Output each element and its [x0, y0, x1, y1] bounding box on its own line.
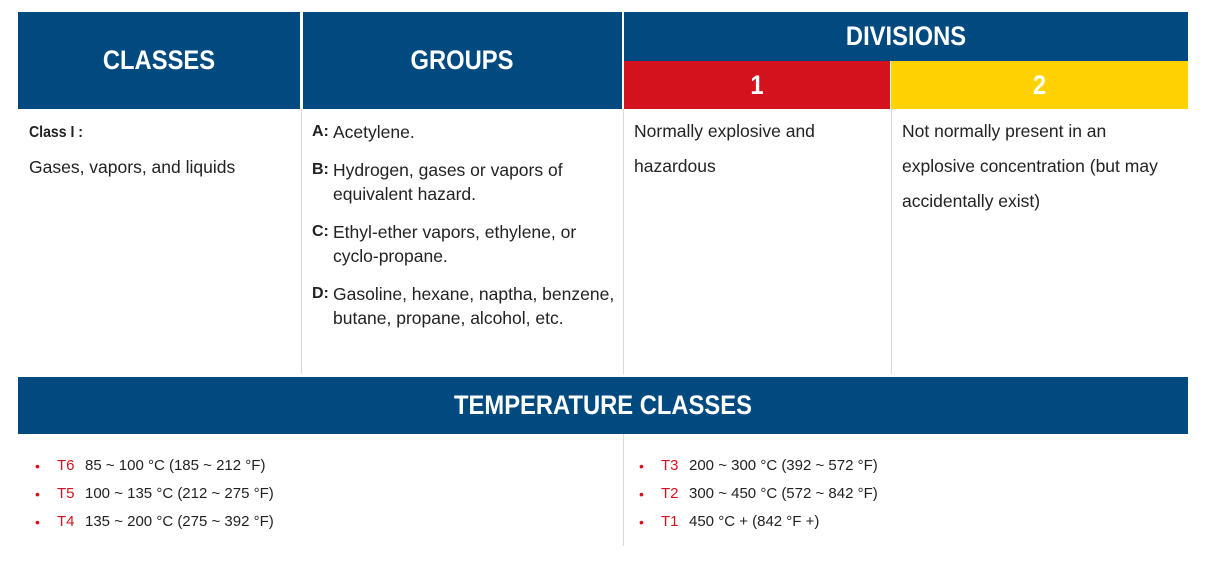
temp-code: T1: [661, 513, 679, 530]
temp-range: 300 ~ 450 °C (572 ~ 842 °F): [689, 485, 878, 502]
column-divider: [301, 109, 302, 374]
temp-range: 85 ~ 100 °C (185 ~ 212 °F): [85, 457, 266, 474]
class-label: Class I :: [29, 124, 83, 141]
temp-code: T6: [57, 457, 75, 474]
temperature-header-label: TEMPERATURE CLASSES: [454, 390, 752, 420]
temperature-list-left: [35, 452, 274, 536]
division-1-label: 1: [750, 69, 764, 100]
group-key: C:: [312, 223, 329, 240]
group-key: B:: [312, 161, 329, 178]
divisions-header-label: DIVISIONS: [845, 21, 967, 51]
bullet-icon: •: [639, 458, 644, 474]
group-text: Gasoline, hexane, naptha, benzene, butane, propane, alcohol, etc.: [333, 284, 615, 328]
group-key: D:: [312, 285, 329, 302]
group-text: Hydrogen, gases or vapors of equivalent hazard.: [333, 160, 563, 204]
temp-range: 100 ~ 135 °C (212 ~ 275 °F): [85, 485, 274, 502]
column-divider: [891, 109, 892, 374]
temperature-item: [35, 508, 274, 536]
temperature-item: [35, 480, 274, 508]
temp-code: T2: [661, 485, 679, 502]
temperature-divider: [623, 434, 624, 546]
bullet-icon: •: [639, 514, 644, 530]
temperature-list-right: [639, 452, 878, 536]
temp-code: T3: [661, 457, 679, 474]
groups-header-label: GROUPS: [410, 45, 514, 75]
group-text: Acetylene.: [333, 122, 415, 142]
temp-range: 450 °C + (842 °F +): [689, 513, 820, 530]
temperature-item: [639, 480, 878, 508]
bullet-icon: •: [35, 458, 40, 474]
groups-cell: [312, 120, 617, 344]
group-row-b: [312, 158, 617, 206]
temperature-item: [639, 452, 878, 480]
bullet-icon: •: [35, 486, 40, 502]
classes-cell: [29, 114, 294, 185]
temperature-item: [35, 452, 274, 480]
temp-range: 135 ~ 200 °C (275 ~ 392 °F): [85, 513, 274, 530]
classes-header-label: CLASSES: [102, 45, 216, 75]
group-row-c: [312, 220, 617, 268]
group-row-a: [312, 120, 617, 144]
bullet-icon: •: [35, 514, 40, 530]
column-divider: [623, 109, 624, 374]
temp-code: T4: [57, 513, 75, 530]
group-text: Ethyl-ether vapors, ethylene, or cyclo-propane.: [333, 222, 577, 266]
division-2-label: 2: [1032, 69, 1047, 100]
temp-code: T5: [57, 485, 75, 502]
division-2-text: Not normally present in an explosive concentration (but may accidentally exist): [902, 121, 1158, 211]
class-description: Gases, vapors, and liquids: [29, 157, 236, 177]
temperature-item: [639, 508, 878, 536]
division-1-text: Normally explosive and hazardous: [634, 121, 815, 176]
bullet-icon: •: [639, 486, 644, 502]
temp-range: 200 ~ 300 °C (392 ~ 572 °F): [689, 457, 878, 474]
group-key: A:: [312, 123, 329, 140]
group-row-d: [312, 282, 617, 330]
